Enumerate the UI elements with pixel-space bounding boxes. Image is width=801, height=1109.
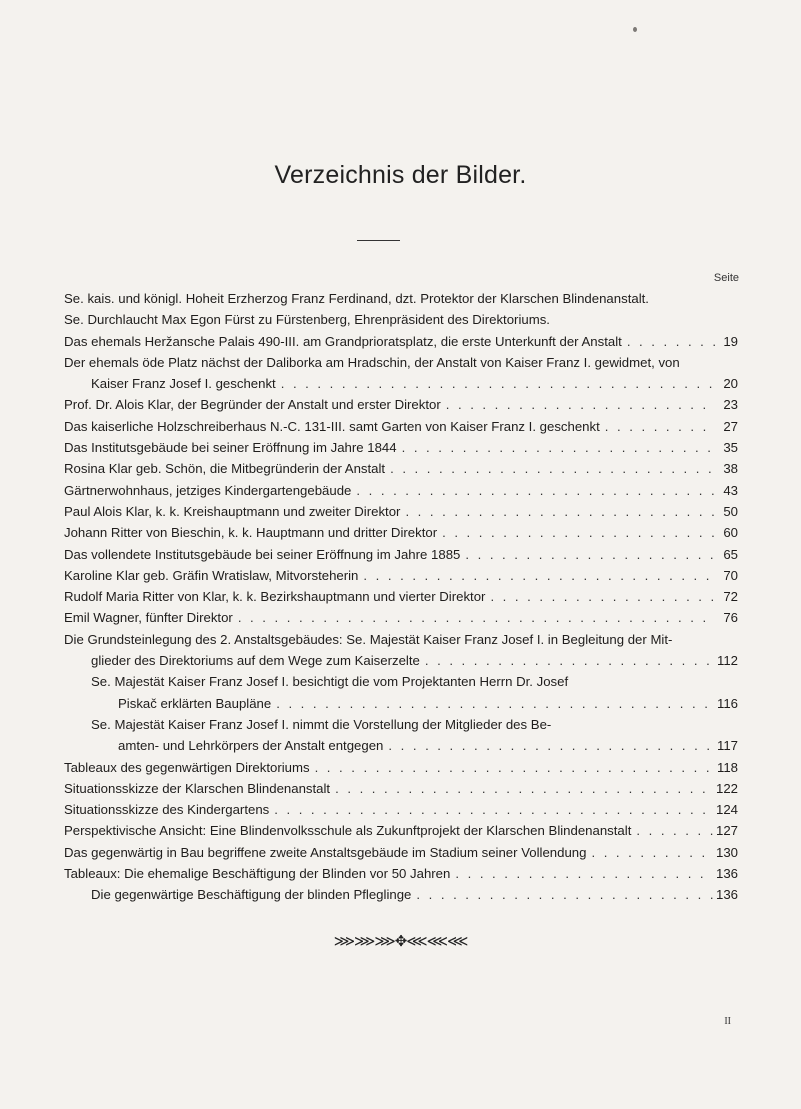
dot-leader — [442, 522, 715, 543]
entry-caption: Das vollendete Institutsgebäude bei seiner Eröffnung im Jahre 1885 — [64, 546, 461, 562]
page-number: 118 — [716, 759, 738, 775]
entry-caption: Das Institutsgebäude bei seiner Eröffnung im Jahre 1844 — [64, 440, 397, 456]
decorative-ornament: ⋙⋙⋙✥⋘⋘⋘ — [333, 933, 468, 950]
dot-leader — [425, 650, 714, 671]
page-number: 35 — [723, 440, 738, 456]
dot-leader — [416, 884, 713, 905]
entry-caption: Piskač erklärten Baupläne — [118, 695, 272, 711]
list-item — [64, 352, 738, 395]
dot-leader — [276, 693, 714, 714]
entry-caption: Se. Durchlaucht Max Egon Fürst zu Fürstenberg, Ehrenpräsident des Direktoriums. — [64, 312, 550, 328]
entry-caption: Karoline Klar geb. Gräfin Wratislaw, Mitvorsteherin — [64, 567, 359, 583]
entry-caption: Situationsskizze des Kindergartens — [64, 802, 270, 818]
entry-caption: Das gegenwärtig in Bau begriffene zweite Anstaltsgebäude im Stadium seiner Vollendung — [64, 844, 587, 860]
entry-caption: Prof. Dr. Alois Klar, der Begründer der Anstalt und erster Direktor — [64, 397, 441, 413]
entry-caption: Tableaux: Die ehemalige Beschäftigung der Blinden vor 50 Jahren — [64, 866, 451, 882]
page-number: 116 — [716, 695, 738, 711]
entry-caption: glieder des Direktoriums auf dem Wege zum Kaiserzelte — [91, 653, 420, 669]
page-number: 38 — [723, 461, 738, 477]
entry-caption: Die gegenwärtige Beschäftigung der blinden Pfleglinge — [91, 887, 412, 903]
entry-caption: Emil Wagner, fünfter Direktor — [64, 610, 233, 626]
entry-caption: Tableaux des gegenwärtigen Direktoriums — [64, 759, 310, 775]
page-number: 70 — [723, 567, 738, 583]
entry-caption: Das ehemals Heržansche Palais 490-III. am Grandprioratsplatz, die erste Unterkunft der Anstalt — [64, 333, 622, 349]
page-number: 27 — [723, 418, 738, 434]
entry-caption: Das kaiserliche Holzschreiberhaus N.-C. 131-III. samt Garten von Kaiser Franz I. geschenkt — [64, 418, 600, 434]
entry-caption: Gärtnerwohnhaus, jetziges Kindergartengebäude — [64, 482, 352, 498]
page-number: 124 — [715, 802, 738, 818]
page-number: 112 — [716, 653, 738, 669]
list-item — [64, 884, 738, 905]
dot-leader — [390, 458, 715, 479]
dot-leader — [388, 735, 714, 756]
entry-caption: Der ehemals öde Platz nächst der Daliborka am Hradschin, der Anstalt von Kaiser Franz I. gewidmet, von — [64, 354, 680, 370]
list-item — [64, 480, 738, 501]
list-item — [64, 799, 738, 820]
entry-caption: Johann Ritter von Bieschin, k. k. Hauptmann und dritter Direktor — [64, 525, 438, 541]
dot-leader — [274, 799, 713, 820]
page-number: 127 — [715, 823, 738, 839]
list-item — [64, 394, 738, 415]
list-item — [64, 607, 738, 628]
entry-caption: Rudolf Maria Ritter von Klar, k. k. Bezirkshauptmann und vierter Direktor — [64, 589, 486, 605]
dot-leader — [636, 820, 713, 841]
entry-caption: Paul Alois Klar, k. k. Kreishauptmann und zweiter Direktor — [64, 503, 401, 519]
dot-leader — [356, 480, 715, 501]
list-item — [64, 820, 738, 841]
entry-caption: Situationsskizze der Klarschen Blindenanstalt — [64, 780, 331, 796]
dot-leader — [591, 842, 713, 863]
page-number: 122 — [715, 780, 738, 796]
page-folio: II — [724, 1016, 731, 1027]
entry-caption: Perspektivische Ansicht: Eine Blindenvolksschule als Zukunftprojekt der Klarschen Blindenanstalt — [64, 823, 632, 839]
dot-leader — [627, 331, 715, 352]
dot-leader — [238, 607, 715, 628]
dot-leader — [405, 501, 715, 522]
dot-leader — [315, 757, 714, 778]
list-item — [64, 586, 738, 607]
list-item — [64, 842, 738, 863]
page-column-header: Seite — [713, 272, 739, 284]
list-item — [64, 522, 738, 543]
entry-caption: Se. kais. und königl. Hoheit Erzherzog Franz Ferdinand, dzt. Protektor der Klarschen Blindenanstalt. — [64, 291, 649, 306]
list-item — [64, 331, 738, 352]
list-item — [64, 458, 738, 479]
dot-leader — [281, 373, 715, 394]
page-number: 136 — [715, 887, 738, 903]
list-item — [64, 416, 738, 437]
page-number: 76 — [723, 610, 738, 626]
dot-leader — [455, 863, 713, 884]
list-item — [64, 629, 738, 672]
page-number: 117 — [716, 738, 738, 754]
list-item — [64, 671, 738, 714]
ink-speck — [633, 27, 637, 32]
page-number: 50 — [723, 503, 738, 519]
dot-leader — [402, 437, 715, 458]
page-number: 23 — [723, 397, 738, 413]
entry-caption: amten- und Lehrkörpers der Anstalt entgegen — [118, 738, 384, 754]
entry-caption: Rosina Klar geb. Schön, die Mitbegründerin der Anstalt — [64, 461, 386, 477]
dot-leader — [363, 565, 715, 586]
page-number: 130 — [715, 844, 738, 860]
page-number: 60 — [723, 525, 738, 541]
list-item — [64, 863, 738, 884]
page-number: 72 — [723, 589, 738, 605]
dot-leader — [465, 544, 715, 565]
list-item — [64, 757, 738, 778]
entry-caption: Se. Majestät Kaiser Franz Josef I. besichtigt die vom Projektanten Herrn Dr. Josef — [91, 674, 569, 690]
page-number: 65 — [723, 546, 738, 562]
page-number: 19 — [723, 333, 738, 349]
list-item — [64, 565, 738, 586]
list-item — [64, 778, 738, 799]
entry-caption: Se. Majestät Kaiser Franz Josef I. nimmt die Vorstellung der Mitglieder des Be- — [91, 716, 552, 732]
page-number: 20 — [723, 376, 738, 392]
page-title: Verzeichnis der Bilder. — [274, 161, 527, 189]
page-number: 136 — [715, 866, 738, 882]
title-divider — [357, 240, 400, 241]
dot-leader — [490, 586, 715, 607]
entry-caption: Die Grundsteinlegung des 2. Anstaltsgebäudes: Se. Majestät Kaiser Franz Josef I. in Begleitung der Mit- — [64, 631, 673, 647]
dot-leader — [335, 778, 713, 799]
list-item — [64, 544, 738, 565]
list-item — [64, 714, 738, 757]
page-number: 43 — [723, 482, 738, 498]
list-item — [64, 437, 738, 458]
list-item — [64, 309, 738, 330]
list-item — [64, 501, 738, 522]
illustration-list — [64, 288, 738, 906]
dot-leader — [446, 394, 715, 415]
entry-caption: Kaiser Franz Josef I. geschenkt — [91, 376, 276, 392]
list-item — [64, 288, 738, 309]
dot-leader — [605, 416, 715, 437]
